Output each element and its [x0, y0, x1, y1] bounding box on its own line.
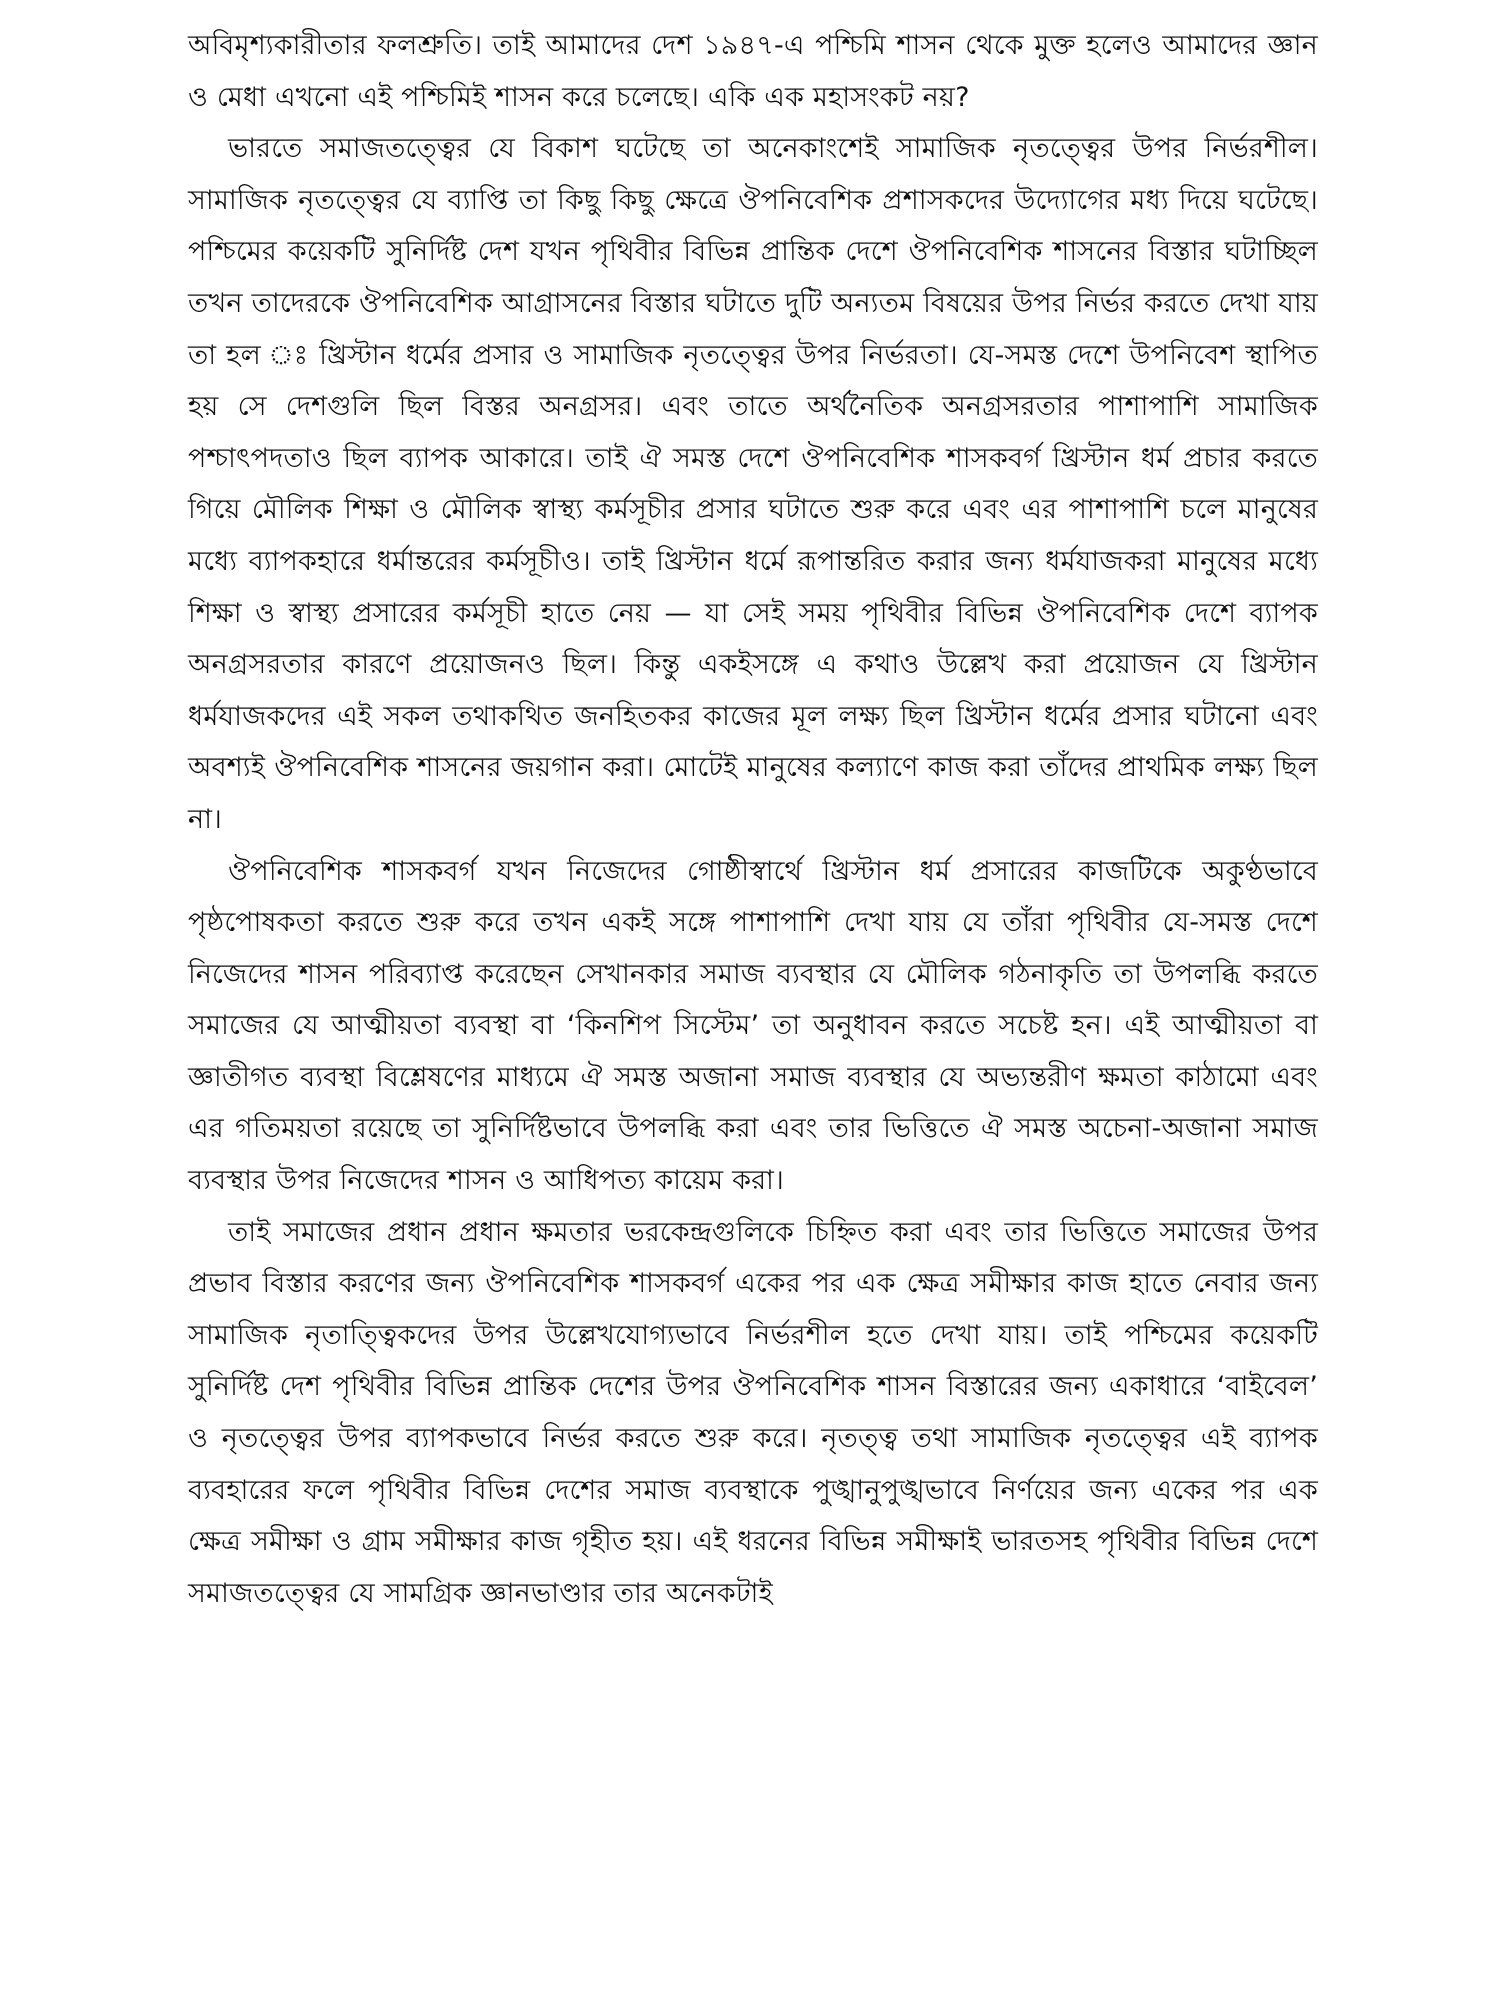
- document-page: [188, 20, 1318, 1980]
- paragraph-2: ভারতে সমাজতত্ত্বের যে বিকাশ ঘটেছে তা অনেকাংশেই সামাজিক নৃতত্ত্বের উপর নির্ভরশীল। সামাজিক নৃতত্ত্বের যে ব্যাপ্তি তা কিছু কিছু ক্ষেত্রে ঔপনিবেশিক প্রশাসকদের উদ্যোগের মধ্য দিয়ে ঘটেছে। পশ্চিমের কয়েকটি সুনির্দিষ্ট দেশ যখন পৃথিবীর বিভিন্ন প্রান্তিক দেশে ঔপনিবেশিক শাসনের বিস্তার ঘটাচ্ছিল তখন তাদেরকে ঔপনিবেশিক আগ্রাসনের বিস্তার ঘটাতে দুটি অন্যতম বিষয়ের উপর নির্ভর করতে দেখা যায় তা হল ঃ খ্রিস্টান ধর্মের প্রসার ও সামাজিক নৃতত্ত্বের উপর নির্ভরতা। যে-সমস্ত দেশে উপনিবেশ স্থাপিত হয় সে দেশগুলি ছিল বিস্তর অনগ্রসর। এবং তাতে অর্থনৈতিক অনগ্রসরতার পাশাপাশি সামাজিক পশ্চাৎপদতাও ছিল ব্যাপক আকারে। তাই ঐ সমস্ত দেশে ঔপনিবেশিক শাসকবর্গ খ্রিস্টান ধর্ম প্রচার করতে গিয়ে মৌলিক শিক্ষা ও মৌলিক স্বাস্থ্য কর্মসূচীর প্রসার ঘটাতে শুরু করে এবং এর পাশাপাশি চলে মানুষের মধ্যে ব্যাপকহারে ধর্মান্তরের কর্মসূচীও। তাই খ্রিস্টান ধর্মে রূপান্তরিত করার জন্য ধর্মযাজকরা মানুষের মধ্যে শিক্ষা ও স্বাস্থ্য প্রসারের কর্মসূচী হাতে নেয় — যা সেই সময় পৃথিবীর বিভিন্ন ঔপনিবেশিক দেশে ব্যাপক অনগ্রসরতার কারণে প্রয়োজনও ছিল। কিন্তু একইসঙ্গে এ কথাও উল্লেখ করা প্রয়োজন যে খ্রিস্টান ধর্মযাজকদের এই সকল তথাকথিত জনহিতকর কাজের মূল লক্ষ্য ছিল খ্রিস্টান ধর্মের প্রসার ঘটানো এবং অবশ্যই ঔপনিবেশিক শাসনের জয়গান করা। মোটেই মানুষের কল্যাণে কাজ করা তাঁদের প্রাথমিক লক্ষ্য ছিল না।: [188, 133, 1318, 835]
- paragraph-3: ঔপনিবেশিক শাসকবর্গ যখন নিজেদের গোষ্ঠীস্বার্থে খ্রিস্টান ধর্ম প্রসারের কাজটিকে অকুণ্ঠভাবে পৃষ্ঠপোষকতা করতে শুরু করে তখন একই সঙ্গে পাশাপাশি দেখা যায় যে তাঁরা পৃথিবীর যে-সমস্ত দেশে নিজেদের শাসন পরিব্যাপ্ত করেছেন সেখানকার সমাজ ব্যবস্থার যে মৌলিক গঠনাকৃতি তা উপলব্ধি করতে সমাজের যে আত্মীয়তা ব্যবস্থা বা ‘কিনশিপ সিস্টেম’ তা অনুধাবন করতে সচেষ্ট হন। এই আত্মীয়তা বা জ্ঞাতীগত ব্যবস্থা বিশ্লেষণের মাধ্যমে ঐ সমস্ত অজানা সমাজ ব্যবস্থার যে অভ্যন্তরীণ ক্ষমতা কাঠামো এবং এর গতিময়তা রয়েছে তা সুনির্দিষ্টভাবে উপলব্ধি করা এবং তার ভিত্তিতে ঐ সমস্ত অচেনা-অজানা সমাজ ব্যবস্থার উপর নিজেদের শাসন ও আধিপত্য কায়েম করা।: [188, 855, 1318, 1197]
- paragraph-1: অবিমৃশ্যকারীতার ফলশ্রুতি। তাই আমাদের দেশ ১৯৪৭-এ পশ্চিমি শাসন থেকে মুক্ত হলেও আমাদের জ্ঞান ও মেধা এখনো এই পশ্চিমিই শাসন করে চলেছে। একি এক মহাসংকট নয়?: [188, 30, 1318, 113]
- paragraph-4: তাই সমাজের প্রধান প্রধান ক্ষমতার ভরকেন্দ্রগুলিকে চিহ্নিত করা এবং তার ভিত্তিতে সমাজের উপর প্রভাব বিস্তার করণের জন্য ঔপনিবেশিক শাসকবর্গ একের পর এক ক্ষেত্র সমীক্ষার কাজ হাতে নেবার জন্য সামাজিক নৃতাত্ত্বিকদের উপর উল্লেখযোগ্যভাবে নির্ভরশীল হতে দেখা যায়। তাই পশ্চিমের কয়েকটি সুনির্দিষ্ট দেশ পৃথিবীর বিভিন্ন প্রান্তিক দেশের উপর ঔপনিবেশিক শাসন বিস্তারের জন্য একাধারে ‘বাইবেল’ ও নৃতত্ত্বের উপর ব্যাপকভাবে নির্ভর করতে শুরু করে। নৃতত্ত্ব তথা সামাজিক নৃতত্ত্বের এই ব্যাপক ব্যবহারের ফলে পৃথিবীর বিভিন্ন দেশের সমাজ ব্যবস্থাকে পুঙ্খানুপুঙ্খভাবে নির্ণয়ের জন্য একের পর এক ক্ষেত্র সমীক্ষা ও গ্রাম সমীক্ষার কাজ গৃহীত হয়। এই ধরনের বিভিন্ন সমীক্ষাই ভারতসহ পৃথিবীর বিভিন্ন দেশে সমাজতত্ত্বের যে সামগ্রিক জ্ঞানভাণ্ডার তার অনেকটাই: [188, 1216, 1318, 1609]
